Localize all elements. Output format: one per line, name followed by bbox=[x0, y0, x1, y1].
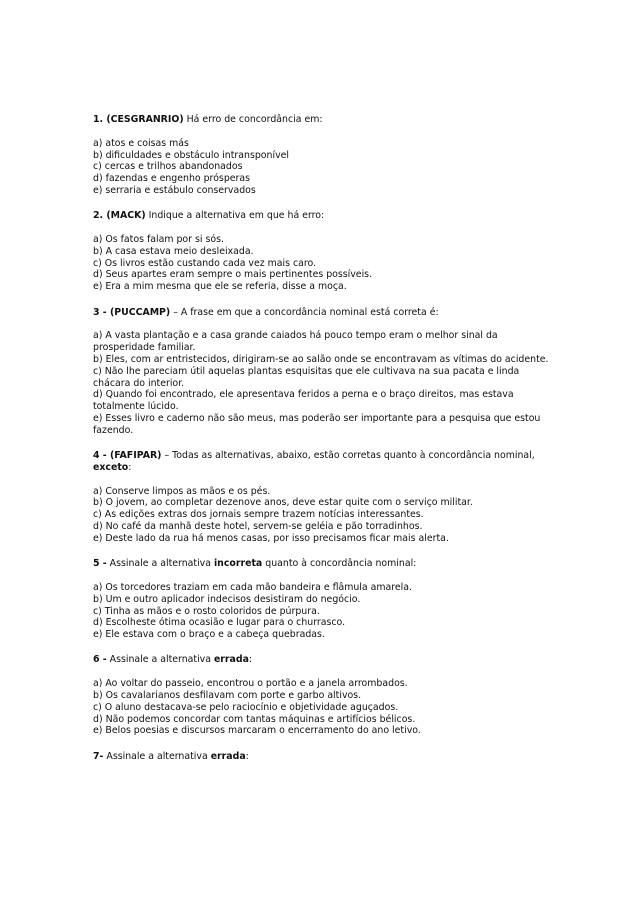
alternative-a: a) Os fatos falam por si sós. bbox=[93, 234, 224, 246]
alternative-d: d) No café da manhã deste hotel, servem-se geléia e pão torradinhos. bbox=[93, 521, 423, 533]
question-text: Assinale a alternativa bbox=[103, 750, 211, 762]
alternative-d: d) Escolheste ótima ocasião e lugar para o churrasco. bbox=[93, 617, 346, 629]
question-text-end: quanto à concordância nominal: bbox=[262, 558, 417, 570]
question-text: – A frase em que a concordância nominal está correta é: bbox=[170, 306, 439, 318]
alternative-b: b) dificuldades e obstáculo intransponível bbox=[93, 149, 289, 161]
question-text-end: : bbox=[128, 461, 132, 473]
question-stem bbox=[93, 210, 555, 222]
alternative-c: c) Não lhe pareciam útil aquelas plantas esquisitas que ele cultivava na sua pacata e linda chácara do interior. bbox=[93, 365, 520, 389]
question-number: 3 - (PUCCAMP) bbox=[93, 306, 171, 318]
alternative-c: c) Tinha as mãos e o rosto coloridos de púrpura. bbox=[93, 605, 320, 617]
question-1 bbox=[93, 114, 555, 197]
question-6 bbox=[93, 654, 555, 737]
alternative-e: e) Era a mim mesma que ele se referia, disse a moça. bbox=[93, 281, 347, 293]
alternative-a: a) Ao voltar do passeio, encontrou o portão e a janela arrombados. bbox=[93, 678, 408, 690]
alternative-b: b) Um e outro aplicador indecisos desistiram do negócio. bbox=[93, 593, 361, 605]
question-4 bbox=[93, 450, 555, 545]
question-stem bbox=[93, 558, 555, 570]
question-text: Há erro de concordância em: bbox=[183, 114, 323, 125]
alternative-e: e) Ele estava com o braço e a cabeça quebradas. bbox=[93, 629, 325, 641]
alternative-a: a) Conserve limpos as mãos e os pés. bbox=[93, 485, 271, 497]
question-number: 5 - bbox=[93, 558, 107, 570]
question-emphasis: errada bbox=[210, 750, 246, 762]
alternative-d: d) Seus apartes eram sempre o mais pertinentes possíveis. bbox=[93, 269, 373, 281]
alternative-b: b) Os cavalarianos desfilavam com porte e garbo altivos. bbox=[93, 689, 362, 701]
question-3 bbox=[93, 307, 555, 437]
alternative-a: a) atos e coisas más bbox=[93, 137, 189, 149]
question-emphasis: incorreta bbox=[213, 558, 263, 570]
question-stem bbox=[93, 307, 555, 319]
alternative-c: c) As edições extras dos jornais sempre trazem notícias interessantes. bbox=[93, 509, 424, 521]
alternative-c: c) cercas e trilhos abandonados bbox=[93, 161, 243, 173]
question-stem bbox=[93, 654, 555, 666]
alternative-e: e) Belos poesias e discursos marcaram o encerramento do ano letivo. bbox=[93, 725, 421, 737]
alternative-c: c) Os livros estão custando cada vez mais caro. bbox=[93, 257, 317, 269]
alternatives-list bbox=[93, 678, 555, 737]
question-5 bbox=[93, 558, 555, 641]
question-emphasis: exceto bbox=[93, 461, 129, 473]
question-text: Assinale a alternativa bbox=[106, 558, 214, 570]
alternative-d: d) fazendas e engenho prósperas bbox=[93, 173, 251, 185]
alternatives-list bbox=[93, 330, 555, 436]
question-text-end: : bbox=[245, 750, 249, 762]
question-text: – Todas as alternativas, abaixo, estão corretas quanto à concordância nominal, bbox=[161, 450, 535, 462]
alternative-b: b) Eles, com ar entristecidos, dirigiram-se ao salão onde se encontravam as vítimas do acidente. bbox=[93, 353, 549, 365]
alternatives-list bbox=[93, 234, 555, 293]
alternative-a: a) A vasta plantação e a casa grande caiados há pouco tempo eram o melhor sinal da prosperidade familiar. bbox=[93, 330, 498, 354]
question-stem bbox=[93, 450, 555, 474]
alternative-d: d) Não podemos concordar com tantas máquinas e artifícios bélicos. bbox=[93, 713, 416, 725]
question-7 bbox=[93, 751, 555, 763]
alternatives-list bbox=[93, 138, 555, 197]
question-text: Assinale a alternativa bbox=[106, 654, 214, 666]
alternative-a: a) Os torcedores traziam em cada mão bandeira e flâmula amarela. bbox=[93, 581, 412, 593]
question-number: 6 - bbox=[93, 654, 107, 666]
document-page bbox=[93, 114, 555, 776]
question-emphasis: errada bbox=[213, 654, 249, 666]
alternative-c: c) O aluno destacava-se pelo raciocínio e objetividade aguçados. bbox=[93, 701, 399, 713]
question-stem bbox=[93, 114, 555, 126]
question-number: 7- bbox=[93, 750, 104, 762]
question-text: Indique a alternativa em que há erro: bbox=[145, 210, 325, 222]
alternative-d: d) Quando foi encontrado, ele apresentava feridos a perna e o braço direitos, mas estava totalmente lúcido. bbox=[93, 389, 514, 413]
alternative-b: b) O jovem, ao completar dezenove anos, deve estar quite com o serviço militar. bbox=[93, 497, 473, 509]
alternative-e: e) Esses livro e caderno não são meus, mas poderão ser importante para a pesquisa que estou fazendo. bbox=[93, 412, 541, 436]
alternatives-list bbox=[93, 582, 555, 641]
question-2 bbox=[93, 210, 555, 293]
alternative-b: b) A casa estava meio desleixada. bbox=[93, 245, 254, 257]
question-number: 1. (CESGRANRIO) bbox=[93, 114, 184, 125]
question-number: 4 - (FAFIPAR) bbox=[93, 450, 162, 462]
question-number: 2. (MACK) bbox=[93, 210, 146, 222]
alternatives-list bbox=[93, 486, 555, 545]
question-text-end: : bbox=[248, 654, 253, 666]
question-stem bbox=[93, 751, 555, 763]
alternative-e: e) serraria e estábulo conservados bbox=[93, 184, 256, 196]
alternative-e: e) Deste lado da rua há menos casas, por isso precisamos ficar mais alerta. bbox=[93, 532, 449, 544]
